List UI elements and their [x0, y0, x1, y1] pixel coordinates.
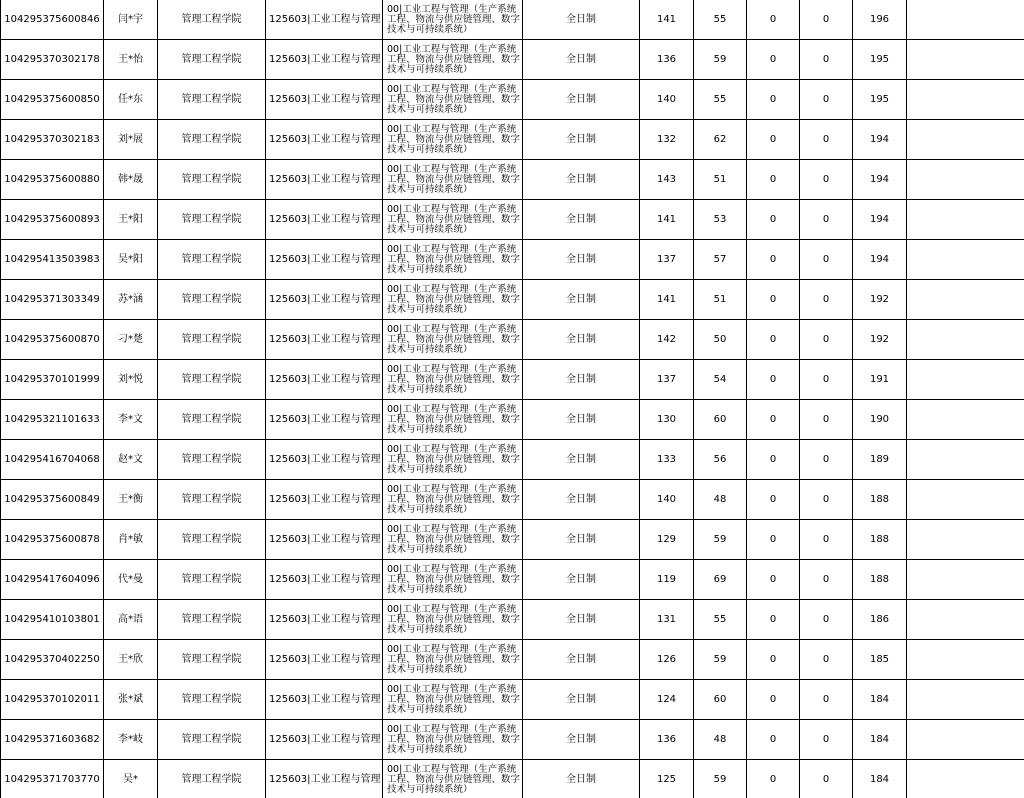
note-cell — [907, 560, 1024, 600]
major-cell: 125603|工业工程与管理 — [266, 600, 383, 640]
student-id-cell: 104295417604096 — [1, 560, 104, 600]
table-row — [1, 320, 1024, 360]
study-mode-cell: 全日制 — [523, 640, 640, 680]
score-2-cell: 53 — [694, 200, 747, 240]
direction-cell: 00|工业工程与管理（生产系统工程、物流与供应链管理、数字技术与可持续系统） — [383, 160, 523, 200]
score-4-cell: 0 — [800, 400, 853, 440]
total-score-cell: 194 — [853, 120, 907, 160]
student-id-cell: 104295375600846 — [1, 0, 104, 40]
direction-cell: 00|工业工程与管理（生产系统工程、物流与供应链管理、数字技术与可持续系统） — [383, 0, 523, 40]
score-1-cell: 133 — [640, 440, 694, 480]
student-id-cell: 104295321101633 — [1, 400, 104, 440]
table-row — [1, 280, 1024, 320]
score-1-cell: 126 — [640, 640, 694, 680]
score-3-cell: 0 — [747, 80, 800, 120]
study-mode-cell: 全日制 — [523, 440, 640, 480]
study-mode-cell: 全日制 — [523, 720, 640, 760]
student-name-cell: 刘*悦 — [104, 360, 158, 400]
total-score-cell: 194 — [853, 200, 907, 240]
total-score-cell: 194 — [853, 160, 907, 200]
score-2-cell: 50 — [694, 320, 747, 360]
note-cell — [907, 640, 1024, 680]
student-name-cell: 王*欣 — [104, 640, 158, 680]
total-score-cell: 184 — [853, 720, 907, 760]
total-score-cell: 195 — [853, 40, 907, 80]
study-mode-cell: 全日制 — [523, 480, 640, 520]
total-score-cell: 191 — [853, 360, 907, 400]
major-cell: 125603|工业工程与管理 — [266, 0, 383, 40]
study-mode-cell: 全日制 — [523, 320, 640, 360]
student-name-cell: 李*岐 — [104, 720, 158, 760]
score-1-cell: 141 — [640, 200, 694, 240]
score-2-cell: 59 — [694, 40, 747, 80]
table-row — [1, 40, 1024, 80]
major-cell: 125603|工业工程与管理 — [266, 320, 383, 360]
note-cell — [907, 200, 1024, 240]
study-mode-cell: 全日制 — [523, 360, 640, 400]
school-cell: 管理工程学院 — [158, 360, 266, 400]
major-cell: 125603|工业工程与管理 — [266, 560, 383, 600]
score-4-cell: 0 — [800, 160, 853, 200]
table-row — [1, 0, 1024, 40]
score-3-cell: 0 — [747, 120, 800, 160]
score-1-cell: 140 — [640, 480, 694, 520]
table-row — [1, 240, 1024, 280]
score-3-cell: 0 — [747, 400, 800, 440]
student-id-cell: 104295370302178 — [1, 40, 104, 80]
student-name-cell: 吴* — [104, 760, 158, 798]
study-mode-cell: 全日制 — [523, 240, 640, 280]
student-id-cell: 104295375600849 — [1, 480, 104, 520]
study-mode-cell: 全日制 — [523, 80, 640, 120]
study-mode-cell: 全日制 — [523, 120, 640, 160]
note-cell — [907, 320, 1024, 360]
direction-cell: 00|工业工程与管理（生产系统工程、物流与供应链管理、数字技术与可持续系统） — [383, 280, 523, 320]
student-name-cell: 闫*宇 — [104, 0, 158, 40]
score-2-cell: 59 — [694, 640, 747, 680]
score-1-cell: 136 — [640, 40, 694, 80]
student-id-cell: 104295413503983 — [1, 240, 104, 280]
student-id-cell: 104295370102011 — [1, 680, 104, 720]
score-1-cell: 125 — [640, 760, 694, 798]
major-cell: 125603|工业工程与管理 — [266, 200, 383, 240]
student-name-cell: 苏*涵 — [104, 280, 158, 320]
note-cell — [907, 680, 1024, 720]
score-2-cell: 57 — [694, 240, 747, 280]
note-cell — [907, 120, 1024, 160]
note-cell — [907, 80, 1024, 120]
score-3-cell: 0 — [747, 360, 800, 400]
table-row — [1, 160, 1024, 200]
score-1-cell: 124 — [640, 680, 694, 720]
study-mode-cell: 全日制 — [523, 520, 640, 560]
score-2-cell: 55 — [694, 600, 747, 640]
total-score-cell: 195 — [853, 80, 907, 120]
score-4-cell: 0 — [800, 360, 853, 400]
table-row — [1, 440, 1024, 480]
school-cell: 管理工程学院 — [158, 200, 266, 240]
score-4-cell: 0 — [800, 200, 853, 240]
note-cell — [907, 720, 1024, 760]
study-mode-cell: 全日制 — [523, 160, 640, 200]
student-id-cell: 104295375600893 — [1, 200, 104, 240]
note-cell — [907, 0, 1024, 40]
score-4-cell: 0 — [800, 80, 853, 120]
table-row — [1, 520, 1024, 560]
major-cell: 125603|工业工程与管理 — [266, 240, 383, 280]
note-cell — [907, 40, 1024, 80]
score-1-cell: 140 — [640, 80, 694, 120]
student-name-cell: 赵*文 — [104, 440, 158, 480]
score-3-cell: 0 — [747, 640, 800, 680]
table-row — [1, 200, 1024, 240]
total-score-cell: 185 — [853, 640, 907, 680]
table-row — [1, 760, 1024, 798]
score-1-cell: 119 — [640, 560, 694, 600]
major-cell: 125603|工业工程与管理 — [266, 80, 383, 120]
school-cell: 管理工程学院 — [158, 0, 266, 40]
score-1-cell: 141 — [640, 0, 694, 40]
score-1-cell: 129 — [640, 520, 694, 560]
note-cell — [907, 240, 1024, 280]
total-score-cell: 192 — [853, 320, 907, 360]
note-cell — [907, 280, 1024, 320]
total-score-cell: 188 — [853, 480, 907, 520]
student-name-cell: 代*曼 — [104, 560, 158, 600]
major-cell: 125603|工业工程与管理 — [266, 160, 383, 200]
major-cell: 125603|工业工程与管理 — [266, 760, 383, 798]
major-cell: 125603|工业工程与管理 — [266, 440, 383, 480]
direction-cell: 00|工业工程与管理（生产系统工程、物流与供应链管理、数字技术与可持续系统） — [383, 720, 523, 760]
direction-cell: 00|工业工程与管理（生产系统工程、物流与供应链管理、数字技术与可持续系统） — [383, 520, 523, 560]
study-mode-cell: 全日制 — [523, 680, 640, 720]
score-1-cell: 142 — [640, 320, 694, 360]
student-id-cell: 104295371303349 — [1, 280, 104, 320]
school-cell: 管理工程学院 — [158, 400, 266, 440]
student-name-cell: 王*怡 — [104, 40, 158, 80]
student-name-cell: 吴*阳 — [104, 240, 158, 280]
score-4-cell: 0 — [800, 760, 853, 798]
table-row — [1, 600, 1024, 640]
score-4-cell: 0 — [800, 0, 853, 40]
school-cell: 管理工程学院 — [158, 640, 266, 680]
score-2-cell: 59 — [694, 760, 747, 798]
school-cell: 管理工程学院 — [158, 680, 266, 720]
student-id-cell: 104295375600878 — [1, 520, 104, 560]
school-cell: 管理工程学院 — [158, 720, 266, 760]
direction-cell: 00|工业工程与管理（生产系统工程、物流与供应链管理、数字技术与可持续系统） — [383, 120, 523, 160]
score-3-cell: 0 — [747, 600, 800, 640]
major-cell: 125603|工业工程与管理 — [266, 360, 383, 400]
school-cell: 管理工程学院 — [158, 760, 266, 798]
score-3-cell: 0 — [747, 440, 800, 480]
score-2-cell: 60 — [694, 680, 747, 720]
score-3-cell: 0 — [747, 320, 800, 360]
score-4-cell: 0 — [800, 440, 853, 480]
score-2-cell: 62 — [694, 120, 747, 160]
school-cell: 管理工程学院 — [158, 80, 266, 120]
total-score-cell: 189 — [853, 440, 907, 480]
score-1-cell: 137 — [640, 360, 694, 400]
score-3-cell: 0 — [747, 0, 800, 40]
score-4-cell: 0 — [800, 120, 853, 160]
study-mode-cell: 全日制 — [523, 200, 640, 240]
student-id-cell: 104295375600850 — [1, 80, 104, 120]
study-mode-cell: 全日制 — [523, 560, 640, 600]
total-score-cell: 194 — [853, 240, 907, 280]
total-score-cell: 190 — [853, 400, 907, 440]
school-cell: 管理工程学院 — [158, 160, 266, 200]
student-id-cell: 104295410103801 — [1, 600, 104, 640]
major-cell: 125603|工业工程与管理 — [266, 280, 383, 320]
direction-cell: 00|工业工程与管理（生产系统工程、物流与供应链管理、数字技术与可持续系统） — [383, 40, 523, 80]
school-cell: 管理工程学院 — [158, 600, 266, 640]
score-4-cell: 0 — [800, 40, 853, 80]
major-cell: 125603|工业工程与管理 — [266, 520, 383, 560]
score-2-cell: 51 — [694, 280, 747, 320]
student-id-cell: 104295370101999 — [1, 360, 104, 400]
score-3-cell: 0 — [747, 200, 800, 240]
student-id-cell: 104295416704068 — [1, 440, 104, 480]
score-2-cell: 60 — [694, 400, 747, 440]
direction-cell: 00|工业工程与管理（生产系统工程、物流与供应链管理、数字技术与可持续系统） — [383, 320, 523, 360]
school-cell: 管理工程学院 — [158, 440, 266, 480]
school-cell: 管理工程学院 — [158, 280, 266, 320]
total-score-cell: 186 — [853, 600, 907, 640]
table-row — [1, 360, 1024, 400]
score-1-cell: 137 — [640, 240, 694, 280]
student-name-cell: 刁*楚 — [104, 320, 158, 360]
table-row — [1, 720, 1024, 760]
score-3-cell: 0 — [747, 720, 800, 760]
student-id-cell: 104295375600870 — [1, 320, 104, 360]
score-1-cell: 141 — [640, 280, 694, 320]
direction-cell: 00|工业工程与管理（生产系统工程、物流与供应链管理、数字技术与可持续系统） — [383, 240, 523, 280]
major-cell: 125603|工业工程与管理 — [266, 680, 383, 720]
note-cell — [907, 480, 1024, 520]
total-score-cell: 184 — [853, 760, 907, 798]
score-4-cell: 0 — [800, 280, 853, 320]
study-mode-cell: 全日制 — [523, 760, 640, 798]
score-3-cell: 0 — [747, 480, 800, 520]
student-id-cell: 104295375600880 — [1, 160, 104, 200]
score-3-cell: 0 — [747, 680, 800, 720]
note-cell — [907, 760, 1024, 798]
student-id-cell: 104295370302183 — [1, 120, 104, 160]
student-name-cell: 高*语 — [104, 600, 158, 640]
direction-cell: 00|工业工程与管理（生产系统工程、物流与供应链管理、数字技术与可持续系统） — [383, 680, 523, 720]
note-cell — [907, 400, 1024, 440]
total-score-cell: 184 — [853, 680, 907, 720]
major-cell: 125603|工业工程与管理 — [266, 400, 383, 440]
score-3-cell: 0 — [747, 240, 800, 280]
score-1-cell: 143 — [640, 160, 694, 200]
score-2-cell: 56 — [694, 440, 747, 480]
score-3-cell: 0 — [747, 40, 800, 80]
direction-cell: 00|工业工程与管理（生产系统工程、物流与供应链管理、数字技术与可持续系统） — [383, 200, 523, 240]
school-cell: 管理工程学院 — [158, 520, 266, 560]
score-2-cell: 48 — [694, 480, 747, 520]
school-cell: 管理工程学院 — [158, 40, 266, 80]
major-cell: 125603|工业工程与管理 — [266, 120, 383, 160]
table-row — [1, 480, 1024, 520]
school-cell: 管理工程学院 — [158, 480, 266, 520]
direction-cell: 00|工业工程与管理（生产系统工程、物流与供应链管理、数字技术与可持续系统） — [383, 640, 523, 680]
note-cell — [907, 360, 1024, 400]
student-name-cell: 韩*晟 — [104, 160, 158, 200]
score-4-cell: 0 — [800, 560, 853, 600]
score-1-cell: 130 — [640, 400, 694, 440]
school-cell: 管理工程学院 — [158, 240, 266, 280]
total-score-cell: 192 — [853, 280, 907, 320]
student-name-cell: 肖*敏 — [104, 520, 158, 560]
table-row — [1, 80, 1024, 120]
major-cell: 125603|工业工程与管理 — [266, 640, 383, 680]
score-4-cell: 0 — [800, 680, 853, 720]
major-cell: 125603|工业工程与管理 — [266, 480, 383, 520]
direction-cell: 00|工业工程与管理（生产系统工程、物流与供应链管理、数字技术与可持续系统） — [383, 360, 523, 400]
score-4-cell: 0 — [800, 240, 853, 280]
total-score-cell: 188 — [853, 520, 907, 560]
student-name-cell: 刘*展 — [104, 120, 158, 160]
student-name-cell: 任*东 — [104, 80, 158, 120]
score-4-cell: 0 — [800, 640, 853, 680]
direction-cell: 00|工业工程与管理（生产系统工程、物流与供应链管理、数字技术与可持续系统） — [383, 80, 523, 120]
score-2-cell: 55 — [694, 80, 747, 120]
score-1-cell: 131 — [640, 600, 694, 640]
study-mode-cell: 全日制 — [523, 400, 640, 440]
score-4-cell: 0 — [800, 600, 853, 640]
score-3-cell: 0 — [747, 520, 800, 560]
direction-cell: 00|工业工程与管理（生产系统工程、物流与供应链管理、数字技术与可持续系统） — [383, 600, 523, 640]
score-2-cell: 55 — [694, 0, 747, 40]
school-cell: 管理工程学院 — [158, 320, 266, 360]
school-cell: 管理工程学院 — [158, 120, 266, 160]
score-4-cell: 0 — [800, 320, 853, 360]
direction-cell: 00|工业工程与管理（生产系统工程、物流与供应链管理、数字技术与可持续系统） — [383, 400, 523, 440]
total-score-cell: 188 — [853, 560, 907, 600]
study-mode-cell: 全日制 — [523, 0, 640, 40]
score-1-cell: 136 — [640, 720, 694, 760]
table-row — [1, 560, 1024, 600]
table-row — [1, 640, 1024, 680]
study-mode-cell: 全日制 — [523, 280, 640, 320]
direction-cell: 00|工业工程与管理（生产系统工程、物流与供应链管理、数字技术与可持续系统） — [383, 480, 523, 520]
note-cell — [907, 600, 1024, 640]
student-id-cell: 104295371603682 — [1, 720, 104, 760]
score-4-cell: 0 — [800, 480, 853, 520]
major-cell: 125603|工业工程与管理 — [266, 720, 383, 760]
student-name-cell: 李*文 — [104, 400, 158, 440]
student-id-cell: 104295370402250 — [1, 640, 104, 680]
score-3-cell: 0 — [747, 160, 800, 200]
score-4-cell: 0 — [800, 520, 853, 560]
table-row — [1, 400, 1024, 440]
table-body — [1, 0, 1024, 798]
table-row — [1, 120, 1024, 160]
score-2-cell: 69 — [694, 560, 747, 600]
direction-cell: 00|工业工程与管理（生产系统工程、物流与供应链管理、数字技术与可持续系统） — [383, 760, 523, 798]
score-1-cell: 132 — [640, 120, 694, 160]
note-cell — [907, 520, 1024, 560]
score-3-cell: 0 — [747, 760, 800, 798]
major-cell: 125603|工业工程与管理 — [266, 40, 383, 80]
score-3-cell: 0 — [747, 560, 800, 600]
score-4-cell: 0 — [800, 720, 853, 760]
student-name-cell: 王*阳 — [104, 200, 158, 240]
note-cell — [907, 160, 1024, 200]
total-score-cell: 196 — [853, 0, 907, 40]
table-row — [1, 680, 1024, 720]
score-2-cell: 59 — [694, 520, 747, 560]
direction-cell: 00|工业工程与管理（生产系统工程、物流与供应链管理、数字技术与可持续系统） — [383, 440, 523, 480]
score-2-cell: 54 — [694, 360, 747, 400]
study-mode-cell: 全日制 — [523, 40, 640, 80]
student-name-cell: 张*斌 — [104, 680, 158, 720]
score-2-cell: 48 — [694, 720, 747, 760]
note-cell — [907, 440, 1024, 480]
student-id-cell: 104295371703770 — [1, 760, 104, 798]
student-name-cell: 王*衡 — [104, 480, 158, 520]
study-mode-cell: 全日制 — [523, 600, 640, 640]
direction-cell: 00|工业工程与管理（生产系统工程、物流与供应链管理、数字技术与可持续系统） — [383, 560, 523, 600]
school-cell: 管理工程学院 — [158, 560, 266, 600]
score-2-cell: 51 — [694, 160, 747, 200]
score-3-cell: 0 — [747, 280, 800, 320]
